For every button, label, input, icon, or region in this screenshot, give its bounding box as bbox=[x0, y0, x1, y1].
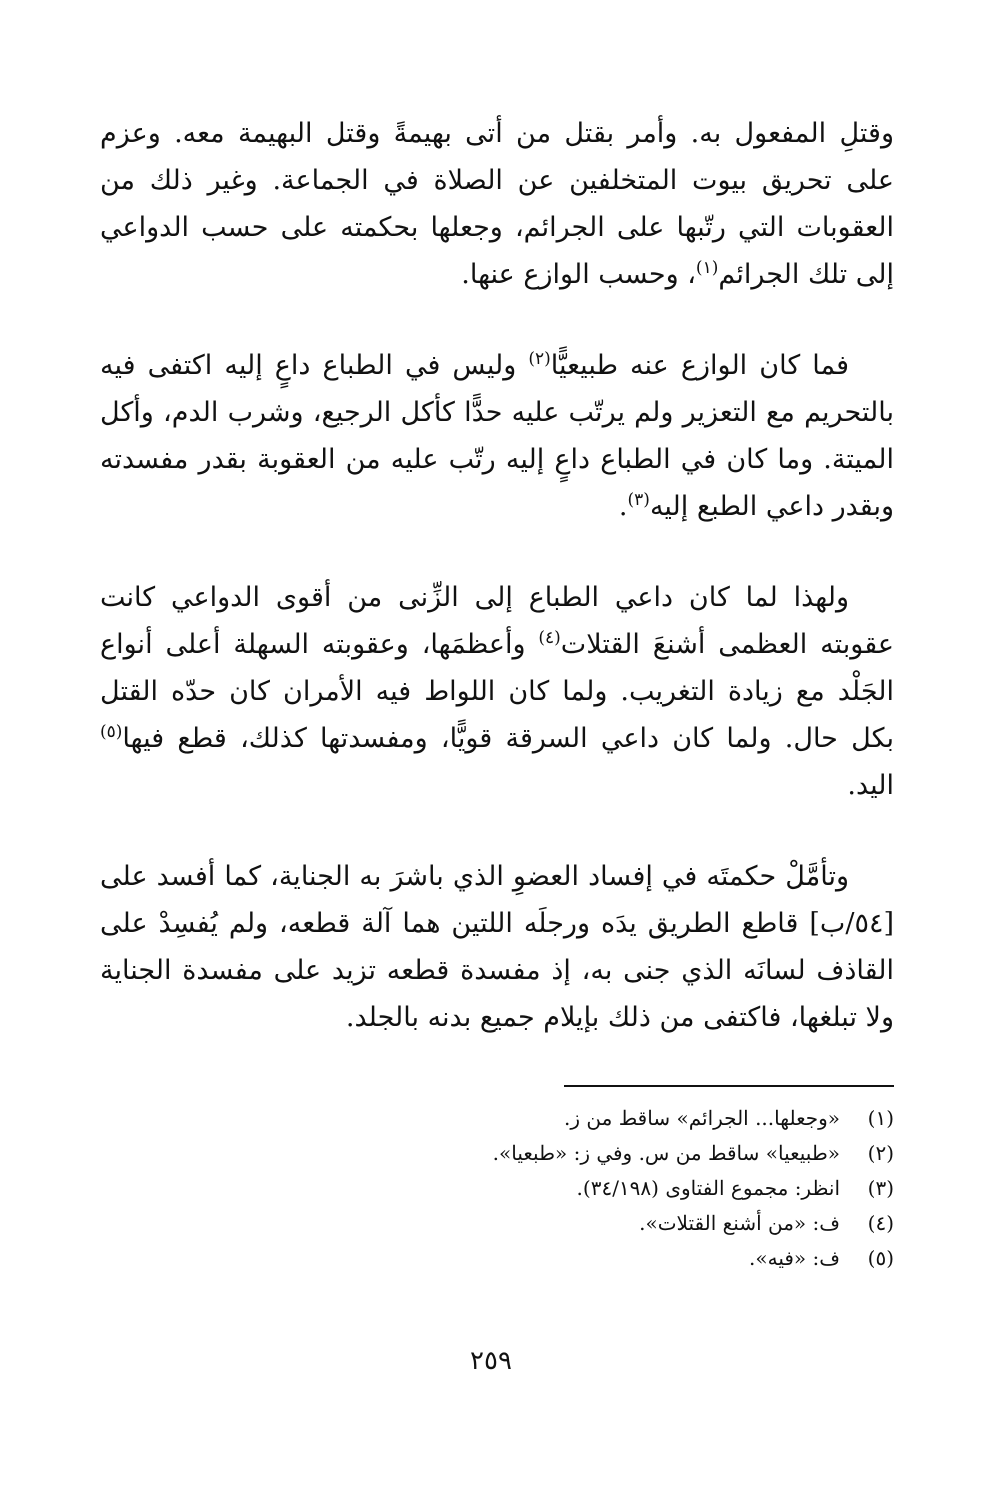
paragraph-4-text: وتأمَّلْ حكمتَه في إفساد العضوِ الذي باشرَ به الجناية، كما أفسد على [٥٤/ب] قاطع الطريق يدَه ورجلَه اللتين هما آلة قطعه، ولم يُفسِدْ على القاذف لسانَه الذي جنى به، إذ مفسدة قطعه تزيد على مفسدة الجناية ولا تبلغها، فاكتفى من ذلك بإيلام جميع بدنه بالجلد. bbox=[100, 861, 894, 1033]
footnote-1-number: (١) bbox=[867, 1106, 894, 1130]
footnote-3 bbox=[100, 1171, 894, 1206]
paragraph-1-text: وقتلِ المفعول به. وأمر بقتل من أتى بهيمةً وقتل البهيمة معه. وعزم على تحريق بيوت المتخلفين عن الصلاة في الجماعة. وغير ذلك من العقوبات التي رتّبها على الجرائم، وجعلها بحكمته على حسب الدواعي إلى تلك الجرائم bbox=[100, 118, 894, 290]
paragraph-3-text: ولهذا لما كان داعي الطباع إلى الزِّنى من أقوى الدواعي كانت عقوبته العظمى أشنعَ القتلات bbox=[100, 582, 894, 660]
footnotes bbox=[100, 1101, 894, 1276]
paragraph-2-text: فما كان الوازع عنه طبيعيًّا bbox=[550, 350, 849, 381]
footnote-3-text: انظر: مجموع الفتاوى (٣٤/١٩٨). bbox=[576, 1176, 840, 1200]
footnote-2-text: «طبيعيا» ساقط من س. وفي ز: «طبعيا». bbox=[492, 1141, 840, 1165]
paragraph-2-text-end: . bbox=[618, 491, 628, 522]
footnote-1 bbox=[100, 1101, 894, 1136]
footnote-4-text: ف: «من أشنع القتلات». bbox=[639, 1211, 840, 1235]
footnote-ref-5[interactable]: (٥) bbox=[100, 722, 123, 742]
paragraph-2 bbox=[100, 342, 894, 530]
paragraph-1-text-end: ، وحسب الوازع عنها. bbox=[461, 259, 696, 290]
footnote-5-text: ف: «فيه». bbox=[749, 1246, 840, 1270]
footnote-ref-3[interactable]: (٣) bbox=[627, 490, 650, 510]
footnote-4 bbox=[100, 1206, 894, 1241]
paragraph-3-text-end: اليد. bbox=[847, 770, 894, 801]
footnote-2-number: (٢) bbox=[867, 1141, 894, 1165]
footnote-ref-1[interactable]: (١) bbox=[695, 258, 719, 278]
page-body bbox=[100, 110, 894, 1390]
footnote-2 bbox=[100, 1136, 894, 1171]
footnote-4-number: (٤) bbox=[867, 1211, 894, 1235]
paragraph-4 bbox=[100, 853, 894, 1041]
paragraph-3 bbox=[100, 574, 894, 809]
paragraph-1 bbox=[100, 110, 894, 298]
footnote-divider bbox=[564, 1085, 894, 1087]
footnote-3-number: (٣) bbox=[867, 1176, 894, 1200]
footnote-5-number: (٥) bbox=[867, 1246, 894, 1270]
footnote-5 bbox=[100, 1241, 894, 1276]
footnote-ref-4[interactable]: (٤) bbox=[538, 628, 561, 648]
footnote-ref-2[interactable]: (٢) bbox=[528, 349, 551, 369]
footnote-1-text: «وجعلها... الجرائم» ساقط من ز. bbox=[564, 1106, 840, 1130]
paragraph-3-text-middle: وأعظمَها، وعقوبته السهلة أعلى أنواع الجَلْد مع زيادة التغريب. ولما كان اللواط فيه الأمران كان حدّه القتل بكل حال. ولما كان داعي السرقة قويًّا، ومفسدتها كذلك، قطع فيها bbox=[100, 629, 894, 754]
page-number: ٢٥٩ bbox=[470, 1346, 512, 1376]
paragraph-2-text-middle: وليس في الطباع داعٍ إليه اكتفى فيه بالتحريم مع التعزير ولم يرتّب عليه حدًّا كأكل الرجيع، وشرب الدم، وأكل الميتة. وما كان في الطباع داعٍ إليه رتّب عليه من العقوبة بقدر مفسدته وبقدر داعي الطبع إليه bbox=[100, 350, 894, 522]
